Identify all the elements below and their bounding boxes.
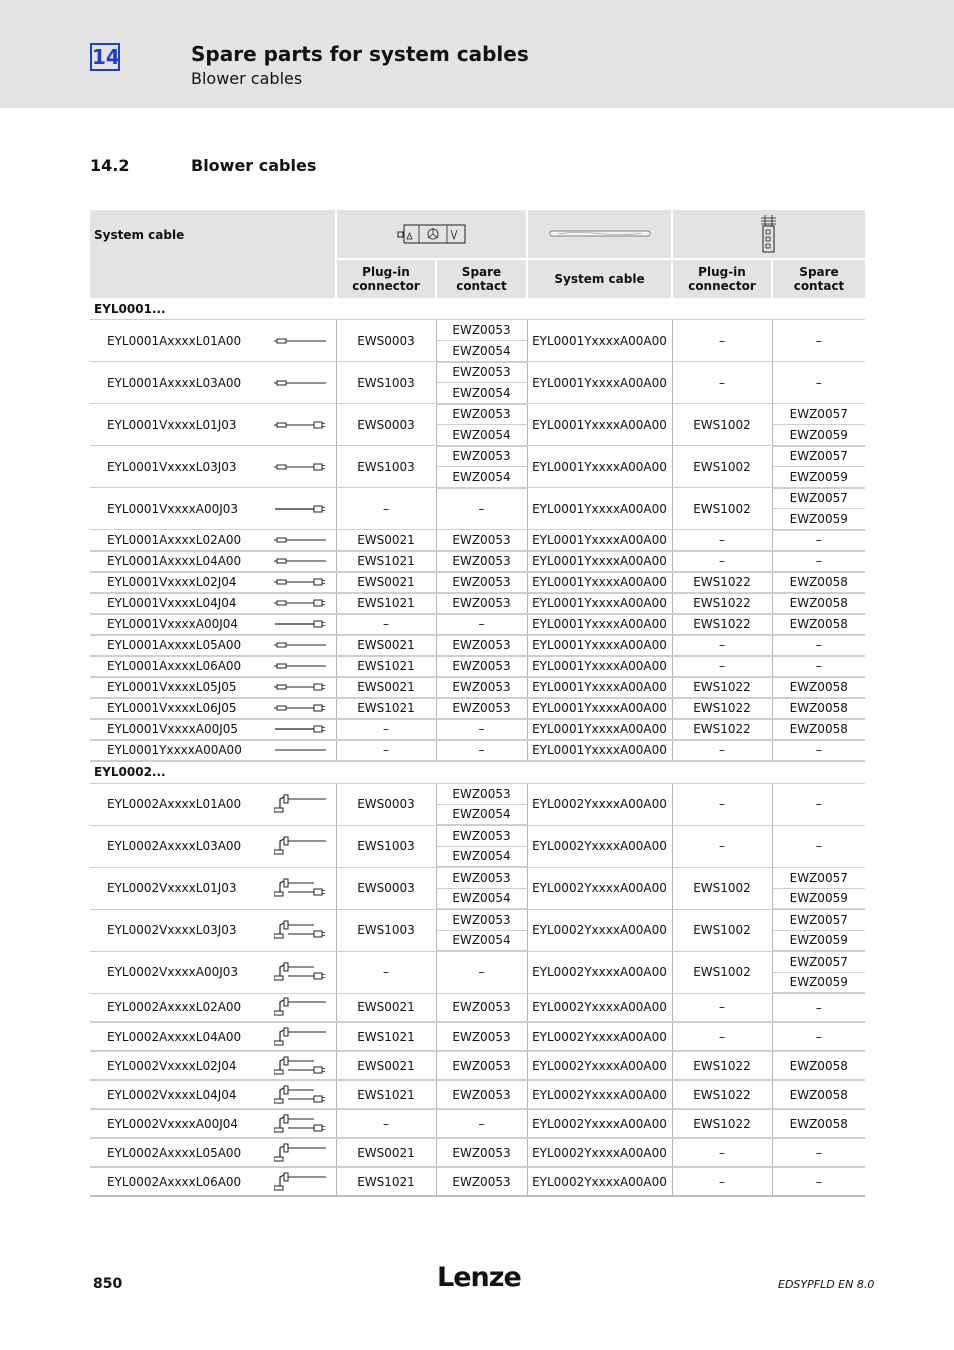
motor-connector-icon [397, 222, 467, 246]
straight-plug-cable-icon [274, 332, 328, 350]
spare-contact-2-cell: – [772, 656, 865, 677]
plug-in-connector-2-cell: – [672, 740, 772, 761]
system-cable-cell: EYL0001YxxxxA00A00 [527, 740, 672, 761]
plug-in-connector-cell: EWS0003 [336, 320, 436, 362]
table-row [90, 320, 865, 341]
plug-in-connector-cell: – [336, 488, 436, 530]
spare-contact-cell: EWZ0054 [436, 425, 527, 446]
cable-type-cell [90, 656, 336, 677]
system-cable-cell: EYL0002YxxxxA00A00 [527, 1138, 672, 1167]
angled-double-plug-cable-icon [274, 878, 328, 898]
header-encoder-plug-symbol [672, 210, 865, 259]
cable-type-name: EYL0002VxxxxL02J04 [107, 1058, 237, 1073]
spare-contact-cell: – [436, 488, 527, 530]
page-subtitle: Blower cables [191, 69, 303, 88]
plug-in-connector-cell: EWS1021 [336, 593, 436, 614]
spare-contact-cell: – [436, 719, 527, 740]
spare-contact-cell: EWZ0053 [436, 1022, 527, 1051]
spare-contact-2-cell: EWZ0059 [772, 509, 865, 530]
table-row [90, 1138, 865, 1167]
cable-type-cell [90, 677, 336, 698]
cable-type-name: EYL0001VxxxxL04J04 [107, 596, 237, 610]
system-cable-cell: EYL0001YxxxxA00A00 [527, 698, 672, 719]
spare-contact-cell: EWZ0053 [436, 1138, 527, 1167]
plug-in-connector-2-cell: EWS1002 [672, 867, 772, 909]
plug-in-connector-2-cell: – [672, 656, 772, 677]
cable-type-cell [90, 404, 336, 446]
spare-contact-cell: EWZ0053 [436, 783, 527, 804]
cable-type-name: EYL0001AxxxxL05A00 [107, 638, 242, 652]
table-row [90, 740, 865, 761]
straight-plug-cable-icon [274, 552, 328, 570]
table-row [90, 867, 865, 888]
straight-end-plug-cable-icon [274, 615, 328, 633]
cable-type-name: EYL0001VxxxxA00J04 [107, 617, 239, 631]
system-cable-cell: EYL0001YxxxxA00A00 [527, 593, 672, 614]
plug-in-connector-cell: – [336, 1109, 436, 1138]
plug-in-connector-2-cell: EWS1022 [672, 614, 772, 635]
straight-double-plug-cable-icon [274, 416, 328, 434]
cable-type-name: EYL0002VxxxxL03J03 [107, 923, 237, 937]
table-row [90, 551, 865, 572]
plug-in-connector-2-cell: EWS1002 [672, 909, 772, 951]
spare-contact-2-cell: EWZ0057 [772, 867, 865, 888]
straight-plug-cable-icon [274, 531, 328, 549]
section-number: 14.2 [90, 156, 130, 175]
spare-contact-cell: EWZ0053 [436, 404, 527, 425]
cable-type-name: EYL0002AxxxxL01A00 [107, 797, 242, 811]
spare-contact-cell: EWZ0053 [436, 572, 527, 593]
spare-contact-cell: EWZ0053 [436, 530, 527, 551]
angled-double-plug-cable-icon [274, 1056, 328, 1076]
cable-type-name: EYL0002VxxxxA00J04 [107, 1116, 239, 1131]
spare-contact-2-cell: EWZ0058 [772, 1080, 865, 1109]
plug-in-connector-2-cell: – [672, 825, 772, 867]
spare-contact-2-cell: EWZ0058 [772, 593, 865, 614]
spare-contact-2-cell: EWZ0057 [772, 446, 865, 467]
cable-type-cell [90, 1022, 336, 1051]
table-row [90, 530, 865, 551]
spare-contact-cell: EWZ0053 [436, 909, 527, 930]
spare-contact-2-cell: EWZ0058 [772, 677, 865, 698]
spare-contact-cell: – [436, 614, 527, 635]
table-row [90, 719, 865, 740]
chapter-number-link[interactable]: 14 [92, 45, 120, 69]
straight-end-plug-cable-icon [274, 720, 328, 738]
plug-in-connector-2-cell: – [672, 993, 772, 1022]
spare-contact-cell: EWZ0053 [436, 1080, 527, 1109]
table-row [90, 362, 865, 383]
plug-in-connector-cell: EWS1003 [336, 446, 436, 488]
plug-in-connector-2-cell: EWS1022 [672, 698, 772, 719]
cable-type-cell [90, 719, 336, 740]
system-cable-cell: EYL0001YxxxxA00A00 [527, 530, 672, 551]
plug-in-connector-cell: EWS1021 [336, 1080, 436, 1109]
cable-type-cell [90, 614, 336, 635]
plug-in-connector-cell: EWS1003 [336, 362, 436, 404]
table-row [90, 909, 865, 930]
plug-in-connector-2-cell: – [672, 1167, 772, 1196]
spare-contact-cell: EWZ0053 [436, 698, 527, 719]
spare-contact-2-cell: – [772, 551, 865, 572]
header-spare-contact: Spare contact [436, 259, 527, 298]
cable-type-cell [90, 740, 336, 761]
plug-in-connector-cell: EWS1003 [336, 909, 436, 951]
cable-type-name: EYL0002VxxxxA00J03 [107, 965, 239, 979]
table-row [90, 635, 865, 656]
plug-in-connector-cell: EWS0021 [336, 677, 436, 698]
spare-contact-cell: – [436, 740, 527, 761]
cable-type-cell [90, 1080, 336, 1109]
angled-plug-cable-icon [274, 1027, 328, 1047]
plug-in-connector-2-cell: EWS1022 [672, 1109, 772, 1138]
plug-in-connector-2-cell: – [672, 530, 772, 551]
angled-plug-cable-icon [274, 794, 328, 814]
group-label: EYL0001... [90, 298, 865, 320]
cable-type-name: EYL0001AxxxxL04A00 [107, 554, 242, 568]
system-cable-cell: EYL0001YxxxxA00A00 [527, 320, 672, 362]
cable-type-cell [90, 446, 336, 488]
cable-type-cell [90, 825, 336, 867]
spare-contact-2-cell: EWZ0059 [772, 888, 865, 909]
plug-in-connector-2-cell: EWS1002 [672, 951, 772, 993]
spare-contact-2-cell: EWZ0059 [772, 425, 865, 446]
spare-contact-2-cell: – [772, 635, 865, 656]
spare-contact-cell: EWZ0054 [436, 467, 527, 488]
plug-in-connector-cell: – [336, 719, 436, 740]
system-cable-cell: EYL0001YxxxxA00A00 [527, 551, 672, 572]
spare-contact-cell: EWZ0054 [436, 341, 527, 362]
straight-cable-icon [274, 741, 328, 759]
cable-type-cell [90, 572, 336, 593]
cable-type-name: EYL0001VxxxxL01J03 [107, 417, 237, 432]
spare-parts-table [90, 210, 865, 1197]
cable-type-name: EYL0001VxxxxL06J05 [107, 701, 237, 715]
cable-type-cell [90, 530, 336, 551]
spare-contact-cell: EWZ0053 [436, 1167, 527, 1196]
plug-in-connector-2-cell: EWS1022 [672, 1051, 772, 1080]
cable-type-name: EYL0002VxxxxL04J04 [107, 1087, 237, 1102]
system-cable-icon [549, 229, 651, 239]
spare-contact-cell: EWZ0054 [436, 804, 527, 825]
table-row [90, 825, 865, 846]
cable-type-name: EYL0001AxxxxL03A00 [107, 375, 242, 390]
header-motor-plug-symbol [336, 210, 527, 259]
spare-contact-2-cell: EWZ0058 [772, 698, 865, 719]
plug-in-connector-cell: EWS0003 [336, 867, 436, 909]
system-cable-cell: EYL0002YxxxxA00A00 [527, 1167, 672, 1196]
table-row [90, 656, 865, 677]
cable-type-name: EYL0002VxxxxL01J03 [107, 881, 237, 895]
cable-type-name: EYL0001AxxxxL01A00 [107, 333, 242, 348]
system-cable-cell: EYL0002YxxxxA00A00 [527, 783, 672, 825]
group-header-row [90, 298, 865, 320]
plug-in-connector-cell: EWS1021 [336, 551, 436, 572]
system-cable-cell: EYL0001YxxxxA00A00 [527, 446, 672, 488]
spare-contact-cell: EWZ0053 [436, 362, 527, 383]
spare-contact-2-cell: EWZ0058 [772, 1051, 865, 1080]
system-cable-cell: EYL0002YxxxxA00A00 [527, 951, 672, 993]
spare-contact-2-cell: EWZ0058 [772, 719, 865, 740]
plug-in-connector-cell: – [336, 614, 436, 635]
header-plug-in-connector-2: Plug-in connector [672, 259, 772, 298]
angled-plug-cable-icon [274, 1143, 328, 1163]
plug-in-connector-cell: EWS0021 [336, 1051, 436, 1080]
spare-contact-2-cell: EWZ0058 [772, 1109, 865, 1138]
cable-type-cell [90, 488, 336, 530]
spare-contact-cell: EWZ0053 [436, 593, 527, 614]
table-row [90, 446, 865, 467]
plug-in-connector-2-cell: EWS1002 [672, 404, 772, 446]
group-label: EYL0002... [90, 761, 865, 784]
angled-end-plug-cable-icon [274, 962, 328, 982]
cable-type-name: EYL0002AxxxxL05A00 [107, 1145, 242, 1160]
table-row [90, 404, 865, 425]
plug-connector-icon [760, 214, 778, 254]
plug-in-connector-2-cell: EWS1002 [672, 488, 772, 530]
straight-double-plug-cable-icon [274, 458, 328, 476]
cable-type-cell [90, 1051, 336, 1080]
straight-plug-cable-icon [274, 636, 328, 654]
spare-contact-cell: EWZ0054 [436, 888, 527, 909]
cable-type-cell [90, 320, 336, 362]
plug-in-connector-2-cell: – [672, 551, 772, 572]
system-cable-cell: EYL0002YxxxxA00A00 [527, 1080, 672, 1109]
system-cable-cell: EYL0002YxxxxA00A00 [527, 909, 672, 951]
spare-contact-cell: EWZ0053 [436, 993, 527, 1022]
angled-double-plug-cable-icon [274, 1085, 328, 1105]
table-row [90, 993, 865, 1022]
table-row [90, 951, 865, 972]
cable-type-name: EYL0001VxxxxL02J04 [107, 575, 237, 589]
cable-type-name: EYL0001AxxxxL02A00 [107, 532, 242, 547]
section-title: Blower cables [191, 156, 317, 175]
cable-type-cell [90, 635, 336, 656]
spare-contact-2-cell: EWZ0058 [772, 614, 865, 635]
plug-in-connector-2-cell: – [672, 320, 772, 362]
plug-in-connector-cell: EWS0021 [336, 1138, 436, 1167]
spare-contact-cell: EWZ0053 [436, 825, 527, 846]
system-cable-cell: EYL0001YxxxxA00A00 [527, 677, 672, 698]
plug-in-connector-cell: EWS0021 [336, 572, 436, 593]
spare-contact-cell: EWZ0054 [436, 383, 527, 404]
header-system-cable: System cable [90, 210, 336, 298]
straight-plug-cable-icon [274, 657, 328, 675]
spare-contact-2-cell: EWZ0059 [772, 930, 865, 951]
spare-contact-cell: EWZ0053 [436, 867, 527, 888]
system-cable-cell: EYL0002YxxxxA00A00 [527, 993, 672, 1022]
cable-type-cell [90, 993, 336, 1022]
header-spare-contact-2: Spare contact [772, 259, 865, 298]
spare-contact-cell: EWZ0054 [436, 846, 527, 867]
spare-contact-2-cell: – [772, 320, 865, 362]
angled-end-plug-cable-icon [274, 1114, 328, 1134]
cable-type-name: EYL0002AxxxxL04A00 [107, 1029, 242, 1044]
system-cable-cell: EYL0001YxxxxA00A00 [527, 404, 672, 446]
spare-contact-2-cell: – [772, 1167, 865, 1196]
plug-in-connector-cell: EWS1021 [336, 656, 436, 677]
straight-end-plug-cable-icon [274, 500, 328, 518]
plug-in-connector-2-cell: EWS1022 [672, 1080, 772, 1109]
plug-in-connector-cell: EWS0021 [336, 993, 436, 1022]
plug-in-connector-2-cell: – [672, 783, 772, 825]
cable-type-cell [90, 867, 336, 909]
spare-contact-cell: EWZ0053 [436, 635, 527, 656]
spare-contact-2-cell: – [772, 740, 865, 761]
straight-double-plug-cable-icon [274, 573, 328, 591]
system-cable-cell: EYL0002YxxxxA00A00 [527, 867, 672, 909]
table-row [90, 677, 865, 698]
spare-parts-table-body [90, 298, 865, 1196]
system-cable-cell: EYL0002YxxxxA00A00 [527, 1051, 672, 1080]
page-number: 850 [93, 1276, 123, 1292]
straight-plug-cable-icon [274, 374, 328, 392]
cable-type-cell [90, 909, 336, 951]
plug-in-connector-2-cell: EWS1022 [672, 677, 772, 698]
plug-in-connector-2-cell: EWS1022 [672, 719, 772, 740]
plug-in-connector-cell: – [336, 740, 436, 761]
spare-contact-cell: EWZ0053 [436, 320, 527, 341]
system-cable-cell: EYL0001YxxxxA00A00 [527, 614, 672, 635]
spare-contact-2-cell: – [772, 362, 865, 404]
spare-contact-2-cell: – [772, 783, 865, 825]
cable-type-cell [90, 783, 336, 825]
header-cable-symbol [527, 210, 672, 259]
table-row [90, 1109, 865, 1138]
page-title: Spare parts for system cables [191, 42, 529, 66]
cable-type-cell [90, 551, 336, 572]
spare-contact-2-cell: EWZ0059 [772, 972, 865, 993]
table-row [90, 1022, 865, 1051]
system-cable-cell: EYL0001YxxxxA00A00 [527, 572, 672, 593]
spare-contact-2-cell: EWZ0057 [772, 909, 865, 930]
straight-double-plug-cable-icon [274, 678, 328, 696]
cable-type-name: EYL0002AxxxxL02A00 [107, 1000, 242, 1015]
angled-plug-cable-icon [274, 1172, 328, 1192]
system-cable-cell: EYL0002YxxxxA00A00 [527, 1022, 672, 1051]
system-cable-cell: EYL0001YxxxxA00A00 [527, 362, 672, 404]
plug-in-connector-2-cell: EWS1022 [672, 593, 772, 614]
plug-in-connector-2-cell: – [672, 362, 772, 404]
system-cable-cell: EYL0001YxxxxA00A00 [527, 719, 672, 740]
header-system-cable-col: System cable [527, 259, 672, 298]
cable-type-name: EYL0001VxxxxL05J05 [107, 680, 237, 694]
cable-type-name: EYL0002AxxxxL06A00 [107, 1174, 242, 1189]
cable-type-cell [90, 951, 336, 993]
spare-contact-cell: – [436, 1109, 527, 1138]
spare-contact-2-cell: EWZ0057 [772, 404, 865, 425]
cable-type-cell [90, 593, 336, 614]
group-header-row [90, 761, 865, 784]
spare-contact-cell: – [436, 951, 527, 993]
spare-contact-2-cell: EWZ0057 [772, 951, 865, 972]
straight-double-plug-cable-icon [274, 699, 328, 717]
plug-in-connector-cell: EWS1021 [336, 1167, 436, 1196]
cable-type-cell [90, 698, 336, 719]
table-row [90, 488, 865, 509]
cable-type-cell [90, 1109, 336, 1138]
angled-plug-cable-icon [274, 997, 328, 1017]
spare-contact-2-cell: EWZ0058 [772, 572, 865, 593]
spare-contact-cell: EWZ0053 [436, 677, 527, 698]
angled-plug-cable-icon [274, 836, 328, 856]
cable-type-cell [90, 362, 336, 404]
table-row [90, 783, 865, 804]
spare-contact-2-cell: – [772, 530, 865, 551]
spare-contact-cell: EWZ0053 [436, 1051, 527, 1080]
plug-in-connector-2-cell: – [672, 1138, 772, 1167]
plug-in-connector-cell: EWS1021 [336, 698, 436, 719]
header-plug-in-connector: Plug-in connector [336, 259, 436, 298]
table-row [90, 698, 865, 719]
plug-in-connector-2-cell: EWS1002 [672, 446, 772, 488]
cable-type-name: EYL0001VxxxxA00J05 [107, 722, 239, 736]
table-row [90, 1080, 865, 1109]
straight-double-plug-cable-icon [274, 594, 328, 612]
spare-contact-cell: EWZ0053 [436, 656, 527, 677]
spare-contact-2-cell: – [772, 825, 865, 867]
spare-contact-cell: EWZ0053 [436, 551, 527, 572]
table-row [90, 572, 865, 593]
cable-type-name: EYL0001AxxxxL06A00 [107, 659, 242, 673]
spare-contact-cell: EWZ0053 [436, 446, 527, 467]
system-cable-cell: EYL0001YxxxxA00A00 [527, 656, 672, 677]
plug-in-connector-cell: EWS0003 [336, 404, 436, 446]
plug-in-connector-2-cell: – [672, 1022, 772, 1051]
plug-in-connector-2-cell: – [672, 635, 772, 656]
plug-in-connector-cell: EWS0021 [336, 635, 436, 656]
table-row [90, 1167, 865, 1196]
spare-contact-2-cell: – [772, 1022, 865, 1051]
spare-contact-2-cell: EWZ0057 [772, 488, 865, 509]
spare-contact-2-cell: – [772, 993, 865, 1022]
plug-in-connector-cell: EWS1003 [336, 825, 436, 867]
table-row [90, 1051, 865, 1080]
cable-type-name: EYL0001VxxxxA00J03 [107, 501, 239, 516]
spare-contact-2-cell: EWZ0059 [772, 467, 865, 488]
table-row [90, 593, 865, 614]
lenze-logo: Lenze [437, 1262, 521, 1293]
system-cable-cell: EYL0001YxxxxA00A00 [527, 635, 672, 656]
cable-type-name: EYL0002AxxxxL03A00 [107, 839, 242, 853]
plug-in-connector-cell: EWS0003 [336, 783, 436, 825]
spare-contact-2-cell: – [772, 1138, 865, 1167]
plug-in-connector-cell: – [336, 951, 436, 993]
table-row [90, 614, 865, 635]
cable-type-cell [90, 1138, 336, 1167]
cable-type-cell [90, 1167, 336, 1196]
system-cable-cell: EYL0001YxxxxA00A00 [527, 488, 672, 530]
plug-in-connector-cell: EWS0021 [336, 530, 436, 551]
plug-in-connector-2-cell: EWS1022 [672, 572, 772, 593]
plug-in-connector-cell: EWS1021 [336, 1022, 436, 1051]
system-cable-cell: EYL0002YxxxxA00A00 [527, 1109, 672, 1138]
cable-type-name: EYL0001VxxxxL03J03 [107, 459, 237, 474]
cable-type-name: EYL0001YxxxxA00A00 [107, 743, 242, 757]
system-cable-cell: EYL0002YxxxxA00A00 [527, 825, 672, 867]
angled-double-plug-cable-icon [274, 920, 328, 940]
spare-contact-cell: EWZ0054 [436, 930, 527, 951]
document-id: EDSYPFLD EN 8.0 [778, 1278, 875, 1291]
